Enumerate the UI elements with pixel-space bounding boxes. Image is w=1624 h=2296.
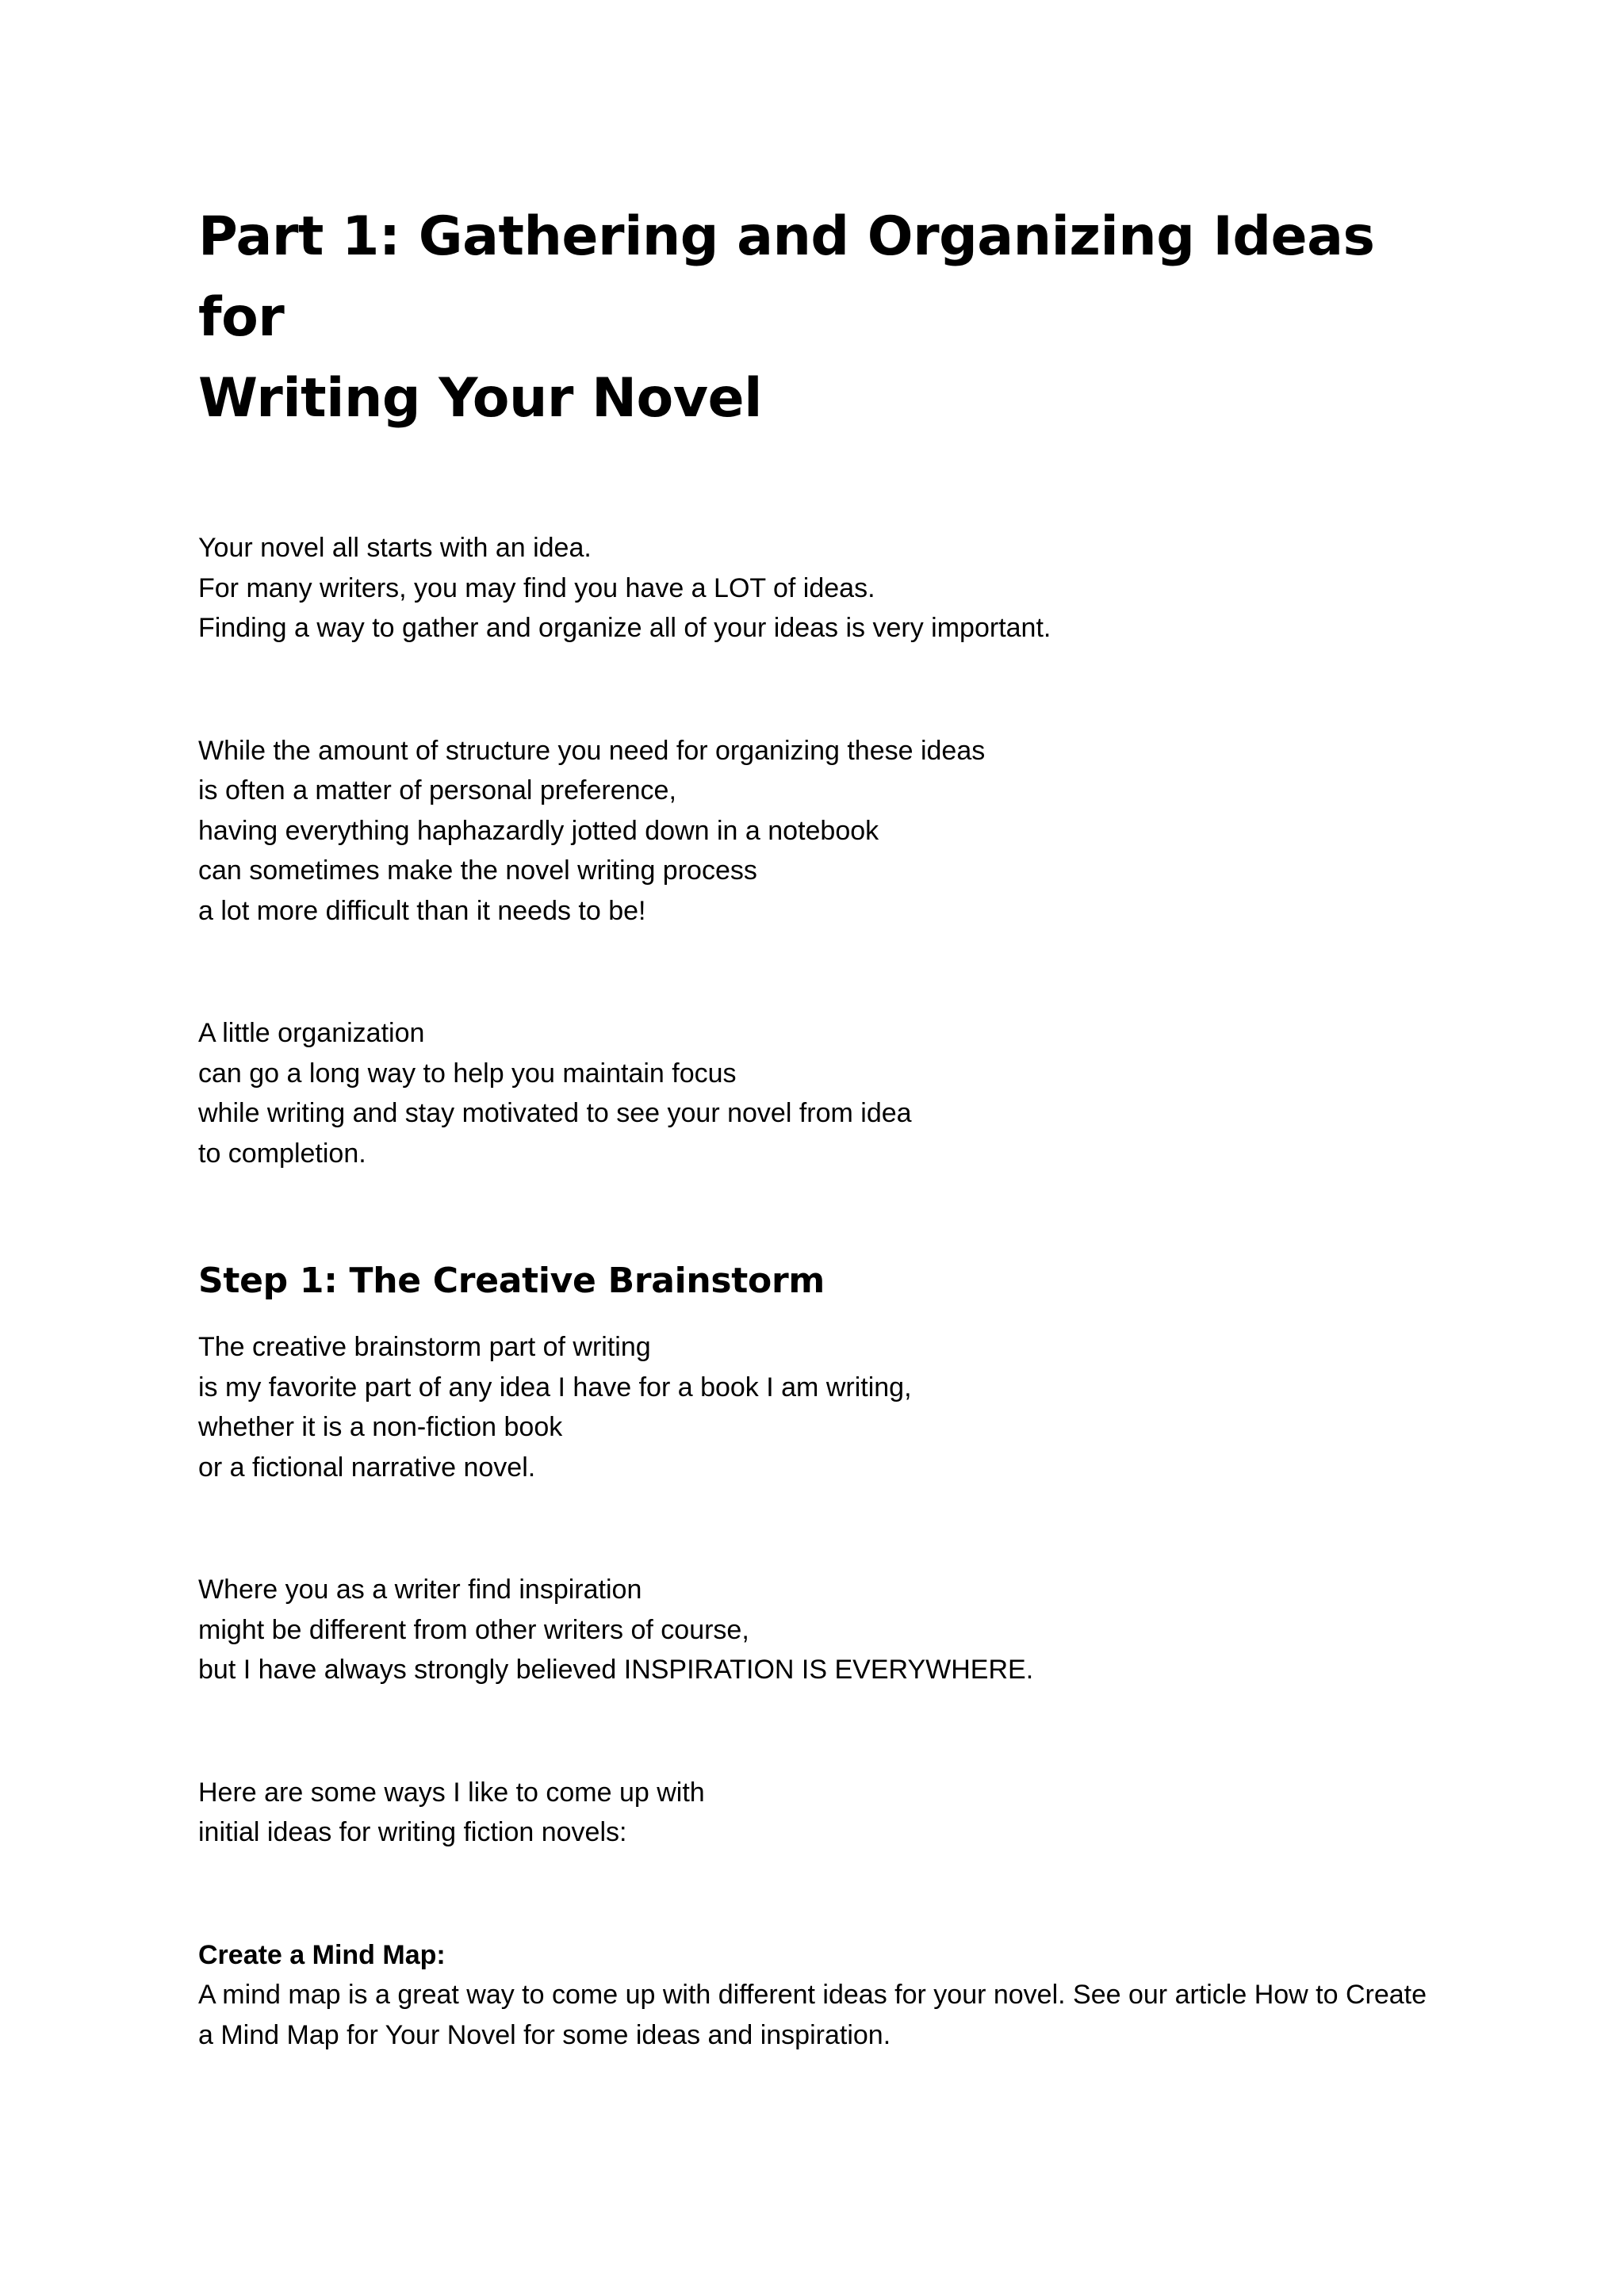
text-line: a lot more difficult than it needs to be!	[198, 895, 646, 926]
text-line: is my favorite part of any idea I have for a book I am writing,	[198, 1372, 912, 1402]
text-line: Here are some ways I like to come up with	[198, 1777, 705, 1808]
text-line: The creative brainstorm part of writing	[198, 1332, 651, 1362]
text-line: Finding a way to gather and organize all of your ideas is very important.	[198, 613, 1051, 643]
mind-map-paragraph: A mind map is a great way to come up with different ideas for your novel. See our article How to Create a Mind Map for Your Novel for some ideas and inspiration.	[198, 1980, 1427, 2050]
text-line: For many writers, you may find you have a LOT of ideas.	[198, 572, 875, 603]
text-line: A little organization	[198, 1018, 425, 1048]
text-line: is often a matter of personal preference,	[198, 775, 676, 806]
text-line: but I have always strongly believed INSPIRATION IS EVERYWHERE.	[198, 1655, 1034, 1685]
text-line: or a fictional narrative novel.	[198, 1452, 536, 1483]
document-content	[198, 197, 1451, 2055]
organization-paragraph	[198, 1013, 1451, 1173]
text-line: having everything haphazardly jotted down in a notebook	[198, 815, 879, 846]
page-title	[198, 197, 1451, 439]
brainstorm-paragraph	[198, 1327, 1451, 1487]
inspiration-paragraph	[198, 1570, 1451, 1690]
text-line: While the amount of structure you need for organizing these ideas	[198, 735, 986, 766]
text-line: Your novel all starts with an idea.	[198, 533, 592, 563]
text-line: can sometimes make the novel writing process	[198, 855, 757, 886]
step1-heading: Step 1: The Creative Brainstorm	[198, 1261, 825, 1301]
ways-paragraph	[198, 1773, 1451, 1853]
intro-paragraph	[198, 528, 1451, 649]
page-title-line: Writing Your Novel	[198, 367, 762, 430]
text-line: Where you as a writer find inspiration	[198, 1575, 642, 1605]
text-line: might be different from other writers of course,	[198, 1614, 749, 1645]
mind-map-heading: Create a Mind Map:	[198, 1939, 446, 1970]
text-line: whether it is a non-fiction book	[198, 1412, 563, 1442]
page-title-line: Part 1: Gathering and Organizing Ideas for	[198, 205, 1375, 349]
structure-paragraph	[198, 731, 1451, 932]
text-line: to completion.	[198, 1138, 366, 1169]
text-line: initial ideas for writing fiction novels:	[198, 1817, 627, 1847]
text-line: can go a long way to help you maintain focus	[198, 1058, 737, 1089]
text-line: while writing and stay motivated to see your novel from idea	[198, 1098, 912, 1128]
